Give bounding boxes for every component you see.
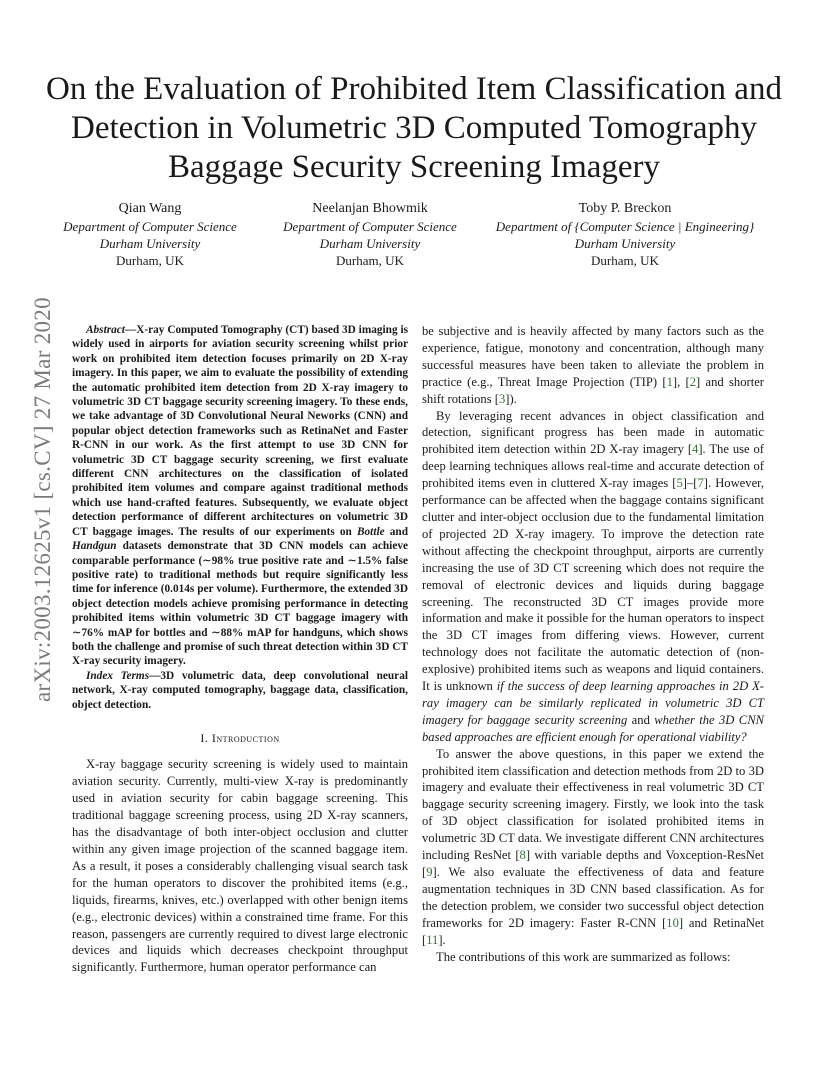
text-run: ]. However, performance can be affected when the baggage contains significant clutter and inter-object occlusion due to the fundamental limitation of projected 2D X-ray imagery. To improve the detection rate without affecting the checkpoint throughput, airports are currently increasing the use of 3D CT screening which does not require the removal of electronic devices and liquids during baggage screening. The reconstructed 3D CT images provide more information and make it possible for the human operators to inspect the 3D CT images from differing views. However, current technology does not facilitate the automatic detection of (non-explosive) prohibited items such as weapons and liquid containers. It is unknown [422, 476, 764, 694]
author-name: Qian Wang [118, 201, 182, 216]
author-block [60, 200, 768, 280]
author-location: Durham, UK [336, 253, 404, 268]
text-run: and [627, 712, 655, 727]
author-name: Neelanjan Bhowmik [312, 201, 428, 216]
arxiv-identifier: arXiv:2003.12625v1 [cs.CV] 27 Mar 2020 [30, 297, 55, 702]
author-2 [260, 200, 480, 269]
citation-link[interactable]: 10 [666, 915, 679, 930]
intro-paragraph: X-ray baggage security screening is widely used to maintain aviation security. Currently, multi-view X-ray is predominantly used in aviation security for cabin baggage screening. This traditional baggage screening process, using 2D X-ray scanners, has the disadvantage of both inter-object occlusion and clutter within any given image projection of the scanned baggage item. As a result, it poses a considerably challenging visual search task for the human operators to discover the prohibited items (e.g., liquids, firearms, knives, etc.) overlapped with other benign items (e.g., electronic devices) within a constrained time frame. For this reason, passengers are currently required to divest large electronic devices and liquids which decreases checkpoint throughput significantly. Furthermore, human operator performance can [72, 757, 408, 975]
intro-paragraph-3 [422, 746, 764, 949]
author-department: Department of Computer Science [283, 219, 457, 234]
citation-link[interactable]: 3 [498, 391, 506, 406]
section-heading-introduction: I. Introduction [200, 730, 280, 745]
author-department: Department of Computer Science [63, 219, 237, 234]
author-university: Durham University [319, 236, 421, 251]
text-run: ] and RetinaNet [ [422, 915, 765, 947]
left-column [72, 323, 408, 976]
text-run: To answer the above questions, in this paper we extend the prohibited item classification and detection methods from 2D to 3D imagery and evaluate their effectiveness in real volumetric 3D CT baggage security screening imagery. Firstly, we look into the task of 3D object classification for isolated prohibited items in volumetric 3D CT data. We investigate different CNN architectures including ResNet [ [422, 746, 764, 863]
paper-title: On the Evaluation of Prohibited Item Classification and Detection in Volumetric 3D Computed Tomography Baggage Security Screening Imagery [46, 71, 782, 185]
citation-link[interactable]: 8 [519, 848, 526, 863]
abstract-lead: Abstract [86, 324, 125, 336]
text-run: ] and shorter shift rotations [ [422, 374, 764, 406]
citation-link[interactable]: 11 [426, 932, 439, 947]
research-question-1: if the success of deep learning approaches in 2D X-ray imagery can be similarly replicated in volumetric 3D CT imagery for baggage security screening [422, 679, 764, 727]
abstract-and: and [384, 525, 408, 538]
abstract [72, 323, 408, 669]
author-location: Durham, UK [116, 253, 184, 268]
text-run: be subjective and is heavily affected by many factors such as the experience, fatigue, monotony and concentration, although many successful measures have been taken to alleviate the problem in practice (e.g., Threat Image Projection (TIP) [ [422, 324, 764, 389]
index-terms [72, 669, 408, 712]
text-run: ]. We also evaluate the effectiveness of data and feature augmentation techniques in 3D CNN based classification. As for the detection problem, we consider two successful object detection frameworks for 2D imagery: Faster R-CNN [ [422, 865, 764, 930]
text-run: ] with variable depths and Voxception-ResNet [ [422, 848, 764, 879]
author-university: Durham University [99, 236, 201, 251]
text-run: ]–[ [682, 476, 698, 491]
index-terms-text: —3D volumetric data, deep convolutional neural network, X-ray computed tomography, baggage data, classification, object detection. [72, 669, 408, 711]
citation-link[interactable]: 1 [666, 374, 673, 389]
dataset-bottle: Bottle [357, 525, 385, 538]
author-name: Toby P. Breckon [578, 201, 672, 216]
author-location: Durham, UK [591, 253, 659, 268]
text-run: ]. The use of deep learning techniques allows real-time and accurate detection of prohibited items even in cluttered X-ray images [ [422, 442, 765, 491]
citation-link[interactable]: 2 [689, 374, 697, 389]
citation-link[interactable]: 9 [426, 865, 433, 879]
right-column [422, 323, 764, 965]
author-1 [50, 200, 250, 269]
author-3 [475, 200, 775, 269]
author-university: Durham University [574, 236, 676, 251]
text-run: ], [ [672, 374, 690, 389]
intro-paragraph-2 [422, 408, 764, 746]
intro-paragraph-continued [422, 323, 764, 408]
text-run: ]. [438, 932, 446, 947]
text-run: ]). [505, 391, 517, 406]
dataset-handgun: Handgun [72, 540, 117, 553]
citation-link[interactable]: 7 [697, 476, 704, 491]
index-terms-lead: Index Terms [86, 669, 150, 682]
citation-link[interactable]: 5 [676, 476, 683, 491]
abstract-text-2: datasets demonstrate that 3D CNN models can achieve comparable performance (∼98% true positive rate and ∼1.5% false positive rate) to traditional methods but require significantly less time for inference (0.014s per volume). Furthermore, the extended 3D object detection models achieve promising performance in detecting prohibited items within volumetric 3D CT baggage imagery with ∼76% mAP for bottles and ∼88% mAP for handguns, which shows both the challenge and promise of such threat detection within 3D CT X-ray security imagery. [72, 540, 408, 668]
contributions-intro: The contributions of this work are summarized as follows: [436, 949, 731, 964]
text-run: By leveraging recent advances in object classification and detection, significant progress has been made in automatic prohibited item detection within 2D X-ray imagery [ [422, 408, 764, 457]
abstract-text: —X-ray Computed Tomography (CT) based 3D imaging is widely used in airports for aviation security screening whilst prior work on prohibited item detection focuses primarily on 2D X-ray imagery. In this paper, we aim to evaluate the possibility of extending the automatic prohibited item detection from 2D X-ray imagery to volumetric 3D CT baggage security screening imagery. To these ends, we take advantage of 3D Convolutional Neural Neworks (CNN) and popular object detection frameworks such as RetinaNet and Faster R-CNN in our work. As the first attempt to use 3D CNN for volumetric 3D CT baggage security screening, we first evaluate different CNN architectures on the classification of isolated prohibited item volumes and compare against traditional methods which use hand-crafted features. Subsequently, we evaluate object detection performance of different architectures on volumetric 3D CT baggage images. The results of our experiments on [72, 324, 408, 538]
research-question-2: whether the 3D CNN based approaches are efficient enough for operational viability? [422, 712, 765, 744]
citation-link[interactable]: 4 [692, 442, 699, 457]
author-department: Department of {Computer Science | Engineering} [495, 219, 755, 234]
